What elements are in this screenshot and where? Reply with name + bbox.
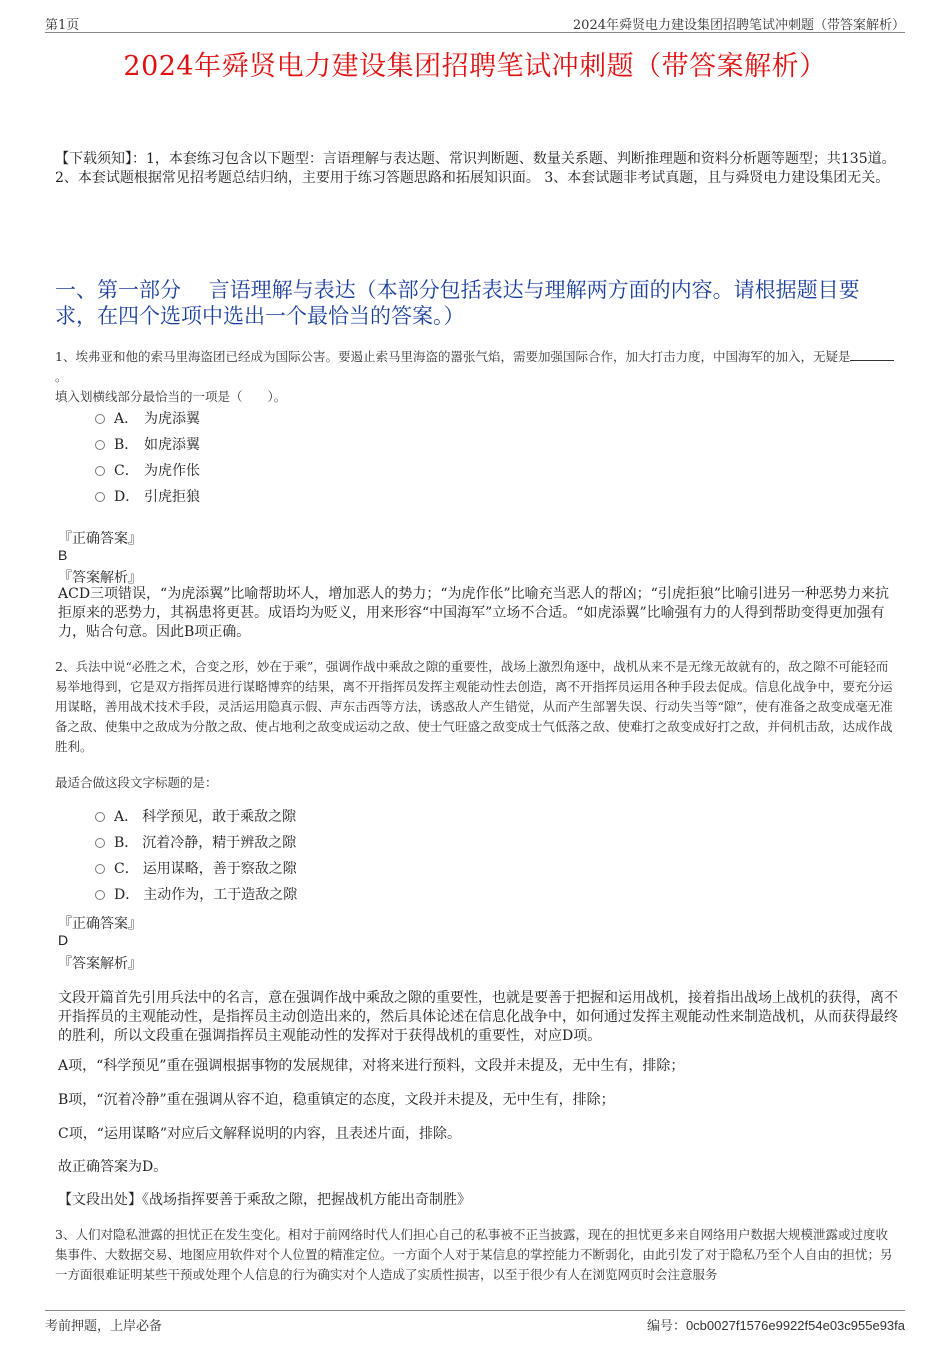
analysis-paragraph: A项，“科学预见”重在强调根据事物的发展规律，对将来进行预料，文段并未提及，无中生有，排除； [58,1058,685,1074]
fill-blank [850,348,894,361]
question-1-hint: 填入划横线部分最恰当的一项是（ ）。 [55,389,287,404]
section-title: 一、第一部分 言语理解与表达（本部分包括表达与理解两方面的内容。请根据题目要求，在四个选项中选出一个最恰当的答案。） [55,278,860,328]
option-c[interactable]: C． 为虎作伥 [95,458,200,484]
analysis-label: 『答案解析』 [58,570,142,586]
analysis-paragraph: 故正确答案为D。 [58,1159,168,1175]
answer-label: 『正确答案』 [58,916,142,932]
page-footer [45,1310,905,1334]
download-notice: 【下载须知】：1，本套练习包含以下题型：言语理解与表达题、常识判断题、数量关系题、判断推理题和资料分析题等题型；共135道。 2、本套试题根据常见招考题总结归纳，主要用于练习答题思路和拓展知识面。 3、本套试题非考试真题，且与舜贤电力建设集团无关。 [55,151,896,186]
radio-icon[interactable] [95,838,105,848]
radio-icon[interactable] [95,466,105,476]
answer-label: 『正确答案』 [58,531,142,547]
question-1-stem: 1、埃弗亚和他的索马里海盗团已经成为国际公害。要遏止索马里海盗的嚣张气焰，需要加强国际合作，加大打击力度，中国海军的加入，无疑是。 [55,347,900,387]
answer-value: D [58,932,69,948]
document-code: 编号：0cb0027f1576e9922f54e03c955e93fa [646,1318,905,1334]
question-3-stem: 3、人们对隐私泄露的担忧正在发生变化。相对于前网络时代人们担心自己的私事被不正当披露，现在的担忧更多来自网络用户数据大规模泄露或过度收集事件、大数据交易、地图应用软件对个人位置的精准定位。一方面个人对于某信息的掌控能力不断弱化，由此引发了对于隐私乃至个人自由的担忧；另一方面很难证明某些干预或处理个人信息的行为确实对个人造成了实质性损害，以至于很少有人在浏览网页时会注意服务 [55,1227,893,1282]
question-2-stem: 2、兵法中说“必胜之术，合变之形，妙在于乘”，强调作战中乘敌之隙的重要性，战场上激烈角逐中，战机从来不是无缘无故就有的，敌之隙不可能轻而易举地得到，它是双方指挥员进行谋略博弈的结果，离不开指挥员发挥主观能动性去创造，离不开指挥员运用各种手段去促成。信息化战争中，要充分运用谋略，善用战术技术手段，灵活运用隐真示假、声东击西等方法，诱惑敌人产生错觉，从而产生部署失误、行动失当等“隙”，使有准备之敌变成毫无准备之敌、使集中之敌成为分散之敌、使占地利之敌变成运动之敌、使士气旺盛之敌变成士气低落之敌、使难打之敌变成好打之敌，并伺机击敌，达成作战胜利。 [55,659,893,754]
radio-icon[interactable] [95,864,105,874]
question-2-hint: 最适合做这段文字标题的是： [55,775,218,790]
radio-icon[interactable] [95,890,105,900]
analysis-paragraph: 文段开篇首先引用兵法中的名言，意在强调作战中乘敌之隙的重要性，也就是要善于把握和运用战机，接着指出战场上战机的获得，离不开指挥员的主观能动性，是指挥员主动创造出来的，然后具体论述在信息化战争中，如何通过发挥主观能动性来制造战机，从而获得最终的胜利，所以文段重在强调指挥员主观能动性的发挥对于获得战机的重要性，对应D项。 [58,990,898,1044]
option-c[interactable]: C． 运用谋略，善于察敌之隙 [95,856,297,882]
analysis-label: 『答案解析』 [58,956,142,972]
analysis-paragraph: C项，“运用谋略”对应后文解释说明的内容，且表述片面，排除。 [58,1126,462,1142]
radio-icon[interactable] [95,414,105,424]
header-doc-title: 2024年舜贤电力建设集团招聘笔试冲刺题（带答案解析） [572,18,905,33]
page-number: 第1页 [45,18,80,33]
option-a[interactable]: A． 为虎添翼 [95,406,200,432]
radio-icon[interactable] [95,440,105,450]
document-title: 2024年舜贤电力建设集团招聘笔试冲刺题（带答案解析） [123,51,827,82]
answer-value: B [58,547,68,563]
question-2-options [95,804,297,908]
question-1-options [95,406,200,510]
page-header [45,12,905,33]
text-source: 【文段出处】《战场指挥要善于乘敌之隙，把握战机方能出奇制胜》 [58,1192,471,1208]
analysis-text: ACD三项错误，“为虎添翼”比喻帮助坏人，增加恶人的势力；“为虎作伥”比喻充当恶人的帮凶；“引虎拒狼”比喻引进另一种恶势力来抗拒原来的恶势力，其祸患将更甚。成语均为贬义，用来形容“中国海军”立场不合适。“如虎添翼”比喻强有力的人得到帮助变得更加强有力，贴合句意。因此B项正确。 [58,586,889,640]
option-a[interactable]: A． 科学预见，敢于乘敌之隙 [95,804,297,830]
analysis-paragraph: B项，“沉着冷静”重在强调从容不迫，稳重镇定的态度，文段并未提及，无中生有，排除； [58,1092,615,1108]
radio-icon[interactable] [95,812,105,822]
option-b[interactable]: B． 如虎添翼 [95,432,200,458]
option-b[interactable]: B． 沉着冷静，精于辨敌之隙 [95,830,297,856]
radio-icon[interactable] [95,492,105,502]
option-d[interactable]: D． 引虎拒狼 [95,484,200,510]
footer-slogan: 考前押题，上岸必备 [45,1319,163,1334]
option-d[interactable]: D． 主动作为，工于造敌之隙 [95,882,297,908]
